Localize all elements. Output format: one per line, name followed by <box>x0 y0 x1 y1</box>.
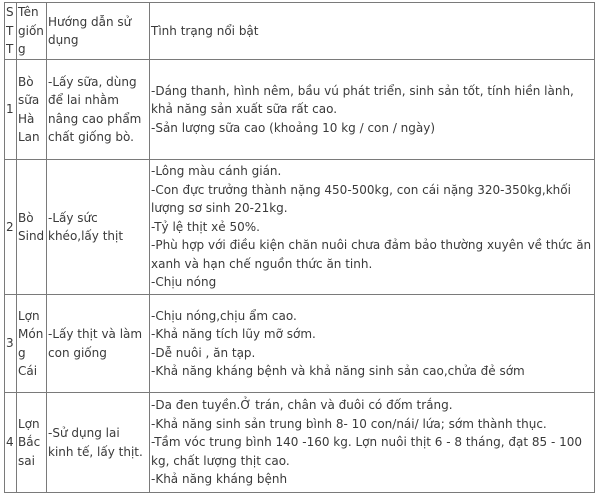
trait-line: -Phù hợp với điều kiện chăn nuôi chưa đảm bảo thường xuyên về thức ăn xanh và hạn chế nguồn thức ăn tinh. <box>151 238 592 271</box>
row-breed-name: Bò sữa Hà Lan <box>17 60 47 160</box>
table-row <box>5 295 595 393</box>
row-usage: -Lấy thịt và làm con giống <box>47 295 150 393</box>
trait-line: -Khả năng sinh sản trung bình 8- 10 con/nái/ lứa; sớm thành thục. <box>151 416 547 431</box>
row-traits <box>150 60 595 160</box>
table-row <box>5 393 595 493</box>
livestock-breeds-table <box>4 2 595 493</box>
row-stt: 3 <box>5 295 17 393</box>
trait-line: -Khả năng kháng bệnh <box>151 472 288 487</box>
row-breed-name: Lợn Móng Cái <box>17 295 47 393</box>
trait-line: -Khả năng kháng bệnh và khả năng sinh sản cao,chửa đẻ sớm <box>151 364 525 378</box>
row-usage: -Lấy sữa, dùng để lai nhằm nâng cao phẩm chất giống bò. <box>47 60 150 160</box>
row-usage: -Lấy sức khéo,lấy thịt <box>47 160 150 295</box>
row-traits <box>150 295 595 393</box>
row-stt: 1 <box>5 60 17 160</box>
trait-line: -Da đen tuyền.Ở trán, chân và đuôi có đốm trắng. <box>151 398 453 413</box>
trait-line: -Sản lượng sữa cao (khoảng 10 kg / con / ngày) <box>151 120 436 135</box>
trait-line: -Dễ nuôi , ăn tạp. <box>151 345 256 360</box>
header-stt: STT <box>5 3 17 60</box>
row-stt: 4 <box>5 393 17 493</box>
row-traits <box>150 160 595 295</box>
header-traits: Tình trạng nổi bật <box>150 3 595 60</box>
row-breed-name: Bò Sind <box>17 160 47 295</box>
trait-line: -Tỷ lệ thịt xẻ 50%. <box>151 219 260 234</box>
trait-line: -Chịu nóng,chịu ẩm cao. <box>151 308 297 323</box>
row-stt: 2 <box>5 160 17 295</box>
trait-line: -Lông màu cánh gián. <box>151 164 282 179</box>
trait-line: -Khả năng tích lũy mỡ sớm. <box>151 327 316 341</box>
table-row <box>5 60 595 160</box>
table-header-row <box>5 3 595 60</box>
trait-line: -Dáng thanh, hình nêm, bầu vú phát triển, sinh sản tốt, tính hiền lành, khả năng sản xuất sữa rất cao. <box>151 83 574 117</box>
row-usage: -Sử dụng lai kinh tế, lấy thịt. <box>47 393 150 493</box>
trait-line: -Chịu nóng <box>151 275 217 290</box>
trait-line: -Tầm vóc trung bình 140 -160 kg. Lợn nuôi thịt 6 - 8 tháng, đạt 85 - 100 kg, chất lượng thịt cao. <box>151 435 582 468</box>
header-name: Tên giống <box>17 3 47 60</box>
header-usage: Hướng dẫn sử dụng <box>47 3 150 60</box>
row-traits <box>150 393 595 493</box>
row-breed-name: Lợn Bắc sai <box>17 393 47 493</box>
table-row <box>5 160 595 295</box>
trait-line: -Con đực trưởng thành nặng 450-500kg, con cái nặng 320-350kg,khối lượng sơ sinh 20-21kg. <box>151 182 571 216</box>
